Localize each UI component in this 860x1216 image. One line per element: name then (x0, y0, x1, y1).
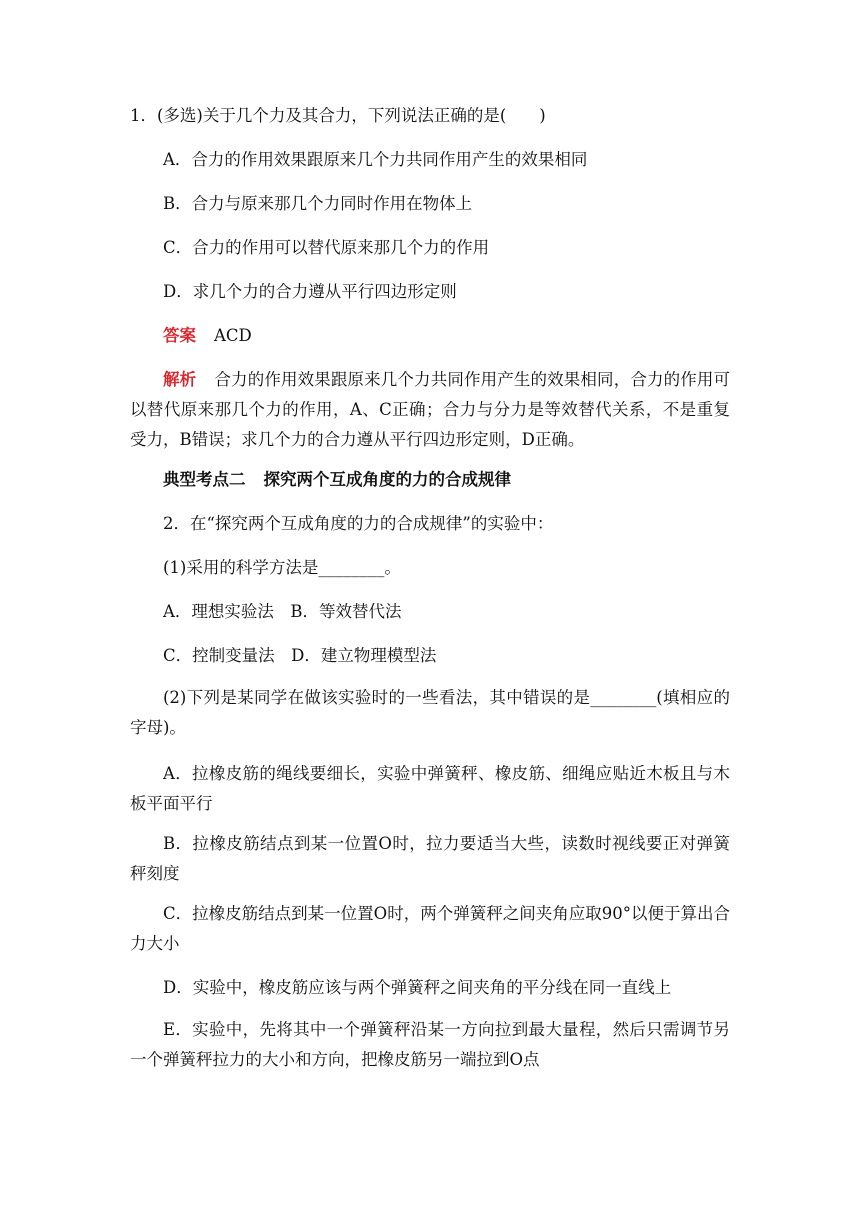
answer-label: 答案 (163, 326, 196, 345)
q2-part1-options-row1: A．理想实验法 B．等效替代法 (163, 602, 402, 621)
q1-option-b: B．合力与原来那几个力同时作用在物体上 (163, 194, 473, 213)
q2-part2-option-c-text: C．拉橡皮筋结点到某一位置O时，两个弹簧秤之间夹角应取90°以便于算出合力大小 (130, 904, 730, 953)
analysis-text: 合力的作用效果跟原来几个力共同作用产生的效果相同，合力的作用可以替代原来那几个力的作用，A、C正确；合力与分力是等效替代关系，不是重复受力，B错误；求几个力的合力遵从平行四边形定则，D正确。 (130, 370, 731, 449)
q2-part2-option-a (130, 759, 730, 819)
q2-part2-option-b-text: B．拉橡皮筋结点到某一位置O时，拉力要适当大些，读数时视线要正对弹簧秤刻度 (130, 834, 730, 883)
q1-option-d: D．求几个力的合力遵从平行四边形定则 (163, 282, 457, 301)
q2-part2-option-c (130, 899, 730, 959)
q1-stem: 1．(多选)关于几个力及其合力，下列说法正确的是( ) (130, 106, 546, 125)
q2-part1-options-row2: C．控制变量法 D．建立物理模型法 (163, 646, 437, 665)
q2-part1: (1)采用的科学方法是________。 (163, 558, 401, 577)
q2-part2-option-b (130, 829, 730, 889)
q2-stem: 2．在“探究两个互成角度的力的合成规律”的实验中： (163, 514, 554, 533)
analysis-label: 解析 (163, 370, 197, 389)
answer-value: ACD (214, 326, 252, 345)
q1-answer (163, 325, 763, 347)
q1-option-c: C．合力的作用可以替代原来那几个力的作用 (163, 238, 490, 257)
q2-part2-text: (2)下列是某同学在做该实验时的一些看法，其中错误的是________(填相应的字母)。 (130, 688, 730, 737)
q2-part2-option-d: D．实验中，橡皮筋应该与两个弹簧秤之间夹角的平分线在同一直线上 (163, 978, 672, 997)
q2-part2-option-e (130, 1015, 730, 1075)
section-heading (163, 469, 763, 491)
q2-part2 (130, 683, 730, 743)
section-title: 探究两个互成角度的力的合成规律 (263, 470, 511, 489)
section-label: 典型考点二 (163, 470, 246, 489)
q2-part2-option-a-text: A．拉橡皮筋的绳线要细长，实验中弹簧秤、橡皮筋、细绳应贴近木板且与木板平面平行 (130, 764, 730, 813)
q1-analysis (130, 365, 730, 455)
q2-part2-option-e-text: E．实验中，先将其中一个弹簧秤沿某一方向拉到最大量程，然后只需调节另一个弹簧秤拉力的大小和方向，把橡皮筋另一端拉到O点 (130, 1020, 730, 1069)
q1-option-a: A．合力的作用效果跟原来几个力共同作用产生的效果相同 (163, 150, 588, 169)
